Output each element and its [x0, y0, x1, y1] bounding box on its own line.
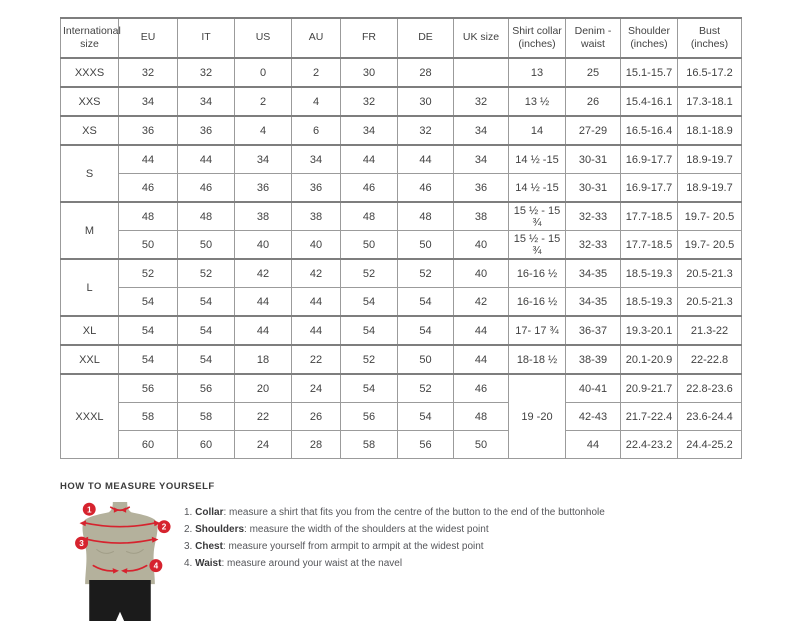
- measure-section-title: HOW TO MEASURE YOURSELF: [60, 481, 215, 492]
- table-cell: 38: [292, 202, 341, 231]
- table-cell: 20.5-21.3: [678, 259, 742, 288]
- mannequin-illustration: [68, 500, 172, 621]
- table-row: [61, 87, 742, 116]
- table-cell: 2: [292, 58, 341, 87]
- table-cell: 13: [509, 58, 566, 87]
- table-cell: 38-39: [566, 345, 621, 374]
- table-cell: 21.7-22.4: [621, 403, 678, 431]
- table-cell: 54: [178, 316, 235, 345]
- header-row: [61, 18, 742, 58]
- table-cell: 16.9-17.7: [621, 174, 678, 203]
- mannequin-figure: [68, 500, 172, 606]
- table-cell: 46: [341, 174, 398, 203]
- table-row: [61, 288, 742, 317]
- measure-badge-shoulders: [158, 520, 171, 533]
- table-cell: 56: [398, 431, 454, 459]
- table-cell: 16.5-16.4: [621, 116, 678, 145]
- table-cell: 60: [178, 431, 235, 459]
- table-cell: 22: [292, 345, 341, 374]
- column-header: Shirt collar (inches): [509, 18, 566, 58]
- table-cell: 50: [398, 345, 454, 374]
- table-cell: 34: [454, 116, 509, 145]
- table-cell: 27-29: [566, 116, 621, 145]
- item-text: : measure the width of the shoulders at the widest point: [244, 524, 489, 535]
- table-cell: 34: [341, 116, 398, 145]
- table-row: [61, 231, 742, 260]
- table-cell: 50: [454, 431, 509, 459]
- table-row: [61, 58, 742, 87]
- table-cell: 44: [341, 145, 398, 174]
- table-cell: M: [61, 202, 119, 259]
- svg-text:3: 3: [79, 539, 84, 549]
- table-cell: S: [61, 145, 119, 202]
- table-cell: 46: [119, 174, 178, 203]
- item-label: Chest: [195, 541, 223, 552]
- column-header: DE: [398, 18, 454, 58]
- measure-section: [60, 481, 787, 606]
- table-cell: 15.1-15.7: [621, 58, 678, 87]
- svg-text:4: 4: [153, 561, 159, 571]
- table-row: [61, 116, 742, 145]
- table-cell: XXS: [61, 87, 119, 116]
- table-cell: 50: [178, 231, 235, 260]
- table-cell: 42: [454, 288, 509, 317]
- table-cell: 30: [398, 87, 454, 116]
- table-cell: XXL: [61, 345, 119, 374]
- item-number: 1.: [184, 507, 196, 518]
- table-cell: 18.9-19.7: [678, 174, 742, 203]
- table-row: [61, 431, 742, 459]
- table-cell: 22.4-23.2: [621, 431, 678, 459]
- table-cell: 2: [235, 87, 292, 116]
- table-cell: 46: [178, 174, 235, 203]
- table-cell: 34: [292, 145, 341, 174]
- item-number: 4.: [184, 558, 196, 569]
- measure-instruction-item: [184, 504, 605, 521]
- table-row: [61, 145, 742, 174]
- table-cell: 36: [178, 116, 235, 145]
- table-cell: 17.7-18.5: [621, 231, 678, 260]
- item-number: 2.: [184, 524, 196, 535]
- table-cell: 50: [398, 231, 454, 260]
- table-cell: 15.4-16.1: [621, 87, 678, 116]
- table-cell: 48: [341, 202, 398, 231]
- table-row: [61, 316, 742, 345]
- item-number: 3.: [184, 541, 196, 552]
- column-header: Shoulder (inches): [621, 18, 678, 58]
- table-cell: 18.5-19.3: [621, 259, 678, 288]
- measure-badge-collar: [83, 503, 96, 516]
- table-cell: 54: [119, 316, 178, 345]
- table-cell: 34: [235, 145, 292, 174]
- column-header: US: [235, 18, 292, 58]
- table-cell: 40: [235, 231, 292, 260]
- table-cell: 22.8-23.6: [678, 374, 742, 403]
- table-cell: 54: [398, 316, 454, 345]
- table-cell: 44: [235, 316, 292, 345]
- table-cell: 46: [398, 174, 454, 203]
- table-cell: 40: [454, 259, 509, 288]
- table-cell: 56: [341, 403, 398, 431]
- table-cell: 16.9-17.7: [621, 145, 678, 174]
- table-cell: 34: [178, 87, 235, 116]
- table-cell: 4: [292, 87, 341, 116]
- table-cell: 24: [292, 374, 341, 403]
- table-cell: 52: [341, 345, 398, 374]
- table-cell: 58: [119, 403, 178, 431]
- table-cell: 36-37: [566, 316, 621, 345]
- svg-text:1: 1: [86, 505, 92, 515]
- table-cell: 18.9-19.7: [678, 145, 742, 174]
- column-header: IT: [178, 18, 235, 58]
- table-cell: 36: [235, 174, 292, 203]
- table-cell: 16.5-17.2: [678, 58, 742, 87]
- table-cell: 28: [292, 431, 341, 459]
- table-cell: 32: [341, 87, 398, 116]
- item-text: : measure a shirt that fits you from the centre of the button to the end of the buttonhole: [223, 507, 605, 518]
- table-cell: 22: [235, 403, 292, 431]
- table-cell: 4: [235, 116, 292, 145]
- column-header: International size: [61, 18, 119, 58]
- table-cell: 48: [454, 403, 509, 431]
- item-label: Collar: [195, 507, 224, 518]
- table-row: [61, 374, 742, 403]
- table-cell: 52: [398, 259, 454, 288]
- table-cell: 44: [178, 145, 235, 174]
- table-cell: 26: [566, 87, 621, 116]
- table-cell: 14 ½ -15: [509, 174, 566, 203]
- table-cell: 34-35: [566, 288, 621, 317]
- table-cell: 24.4-25.2: [678, 431, 742, 459]
- table-cell: 16-16 ½: [509, 288, 566, 317]
- table-cell: 32: [119, 58, 178, 87]
- table-cell: 32: [398, 116, 454, 145]
- table-cell: [454, 58, 509, 87]
- table-cell: 20.5-21.3: [678, 288, 742, 317]
- column-header: EU: [119, 18, 178, 58]
- table-cell: 30-31: [566, 145, 621, 174]
- table-cell: 44: [292, 288, 341, 317]
- column-header: UK size: [454, 18, 509, 58]
- table-cell: 38: [235, 202, 292, 231]
- column-header: Denim - waist: [566, 18, 621, 58]
- table-cell: 50: [341, 231, 398, 260]
- table-cell: 28: [398, 58, 454, 87]
- table-cell: 14: [509, 116, 566, 145]
- table-cell: 32-33: [566, 231, 621, 260]
- table-cell: L: [61, 259, 119, 316]
- table-cell: 30-31: [566, 174, 621, 203]
- table-cell: 48: [398, 202, 454, 231]
- measure-badge-waist: [149, 559, 162, 572]
- table-cell: 54: [119, 288, 178, 317]
- table-cell: 54: [398, 288, 454, 317]
- table-cell: 44: [454, 316, 509, 345]
- item-text: : measure around your waist at the navel: [221, 558, 403, 569]
- table-cell: 19 -20: [509, 374, 566, 459]
- table-cell: 54: [178, 345, 235, 374]
- column-header: FR: [341, 18, 398, 58]
- table-cell: 34-35: [566, 259, 621, 288]
- table-row: [61, 403, 742, 431]
- table-cell: 50: [119, 231, 178, 260]
- table-cell: 54: [341, 374, 398, 403]
- table-cell: 25: [566, 58, 621, 87]
- table-cell: 42: [235, 259, 292, 288]
- table-cell: 17- 17 ¾: [509, 316, 566, 345]
- table-cell: 32: [178, 58, 235, 87]
- table-cell: 18.5-19.3: [621, 288, 678, 317]
- item-text: : measure yourself from armpit to armpit at the widest point: [222, 541, 484, 552]
- table-cell: 54: [341, 316, 398, 345]
- table-row: [61, 345, 742, 374]
- table-cell: 48: [119, 202, 178, 231]
- table-cell: 19.3-20.1: [621, 316, 678, 345]
- measure-instruction-item: [184, 555, 605, 572]
- table-cell: XXXS: [61, 58, 119, 87]
- table-cell: 44: [454, 345, 509, 374]
- table-cell: 40-41: [566, 374, 621, 403]
- table-cell: 44: [292, 316, 341, 345]
- table-cell: 34: [119, 87, 178, 116]
- table-cell: 36: [292, 174, 341, 203]
- table-cell: 6: [292, 116, 341, 145]
- size-chart-table: [60, 17, 742, 459]
- column-header: AU: [292, 18, 341, 58]
- table-cell: 58: [178, 403, 235, 431]
- table-cell: 18: [235, 345, 292, 374]
- table-cell: 21.3-22: [678, 316, 742, 345]
- table-cell: 44: [566, 431, 621, 459]
- table-cell: 56: [119, 374, 178, 403]
- table-cell: 52: [119, 259, 178, 288]
- table-cell: 24: [235, 431, 292, 459]
- table-cell: 56: [178, 374, 235, 403]
- table-cell: 14 ½ -15: [509, 145, 566, 174]
- table-cell: 60: [119, 431, 178, 459]
- table-cell: 19.7- 20.5: [678, 202, 742, 231]
- table-cell: 36: [454, 174, 509, 203]
- table-cell: XS: [61, 116, 119, 145]
- table-cell: 26: [292, 403, 341, 431]
- table-cell: 0: [235, 58, 292, 87]
- table-cell: 44: [235, 288, 292, 317]
- table-cell: 48: [178, 202, 235, 231]
- size-table-body: [61, 58, 742, 459]
- table-cell: 23.6-24.4: [678, 403, 742, 431]
- table-cell: 16-16 ½: [509, 259, 566, 288]
- table-cell: XL: [61, 316, 119, 345]
- table-cell: 46: [454, 374, 509, 403]
- table-cell: 38: [454, 202, 509, 231]
- table-cell: 13 ½: [509, 87, 566, 116]
- table-row: [61, 174, 742, 203]
- table-cell: 36: [119, 116, 178, 145]
- measure-instruction-item: [184, 538, 605, 555]
- table-cell: 18.1-18.9: [678, 116, 742, 145]
- table-cell: 19.7- 20.5: [678, 231, 742, 260]
- table-cell: 22-22.8: [678, 345, 742, 374]
- table-cell: 42-43: [566, 403, 621, 431]
- svg-text:2: 2: [161, 522, 167, 532]
- table-row: [61, 259, 742, 288]
- measure-instructions: [184, 500, 605, 572]
- table-cell: 20: [235, 374, 292, 403]
- table-cell: 17.7-18.5: [621, 202, 678, 231]
- table-cell: 54: [119, 345, 178, 374]
- table-cell: 54: [178, 288, 235, 317]
- table-cell: 15 ½ - 15 ¾: [509, 231, 566, 260]
- column-header: Bust (inches): [678, 18, 742, 58]
- table-cell: 52: [398, 374, 454, 403]
- table-cell: 32: [454, 87, 509, 116]
- table-cell: 52: [341, 259, 398, 288]
- table-cell: 44: [119, 145, 178, 174]
- table-cell: 20.9-21.7: [621, 374, 678, 403]
- item-label: Waist: [195, 558, 222, 569]
- table-cell: 54: [398, 403, 454, 431]
- table-cell: 30: [341, 58, 398, 87]
- table-cell: 58: [341, 431, 398, 459]
- item-label: Shoulders: [195, 524, 245, 535]
- table-cell: 40: [454, 231, 509, 260]
- table-cell: 18-18 ½: [509, 345, 566, 374]
- table-cell: 40: [292, 231, 341, 260]
- measure-instruction-item: [184, 521, 605, 538]
- table-cell: 15 ½ - 15 ¾: [509, 202, 566, 231]
- table-cell: 52: [178, 259, 235, 288]
- table-cell: 20.1-20.9: [621, 345, 678, 374]
- table-cell: 54: [341, 288, 398, 317]
- table-cell: 32-33: [566, 202, 621, 231]
- mannequin-trousers: [89, 580, 151, 621]
- table-cell: 17.3-18.1: [678, 87, 742, 116]
- table-cell: XXXL: [61, 374, 119, 459]
- measure-badge-chest: [75, 537, 88, 550]
- table-cell: 42: [292, 259, 341, 288]
- table-cell: 44: [398, 145, 454, 174]
- table-row: [61, 202, 742, 231]
- table-cell: 34: [454, 145, 509, 174]
